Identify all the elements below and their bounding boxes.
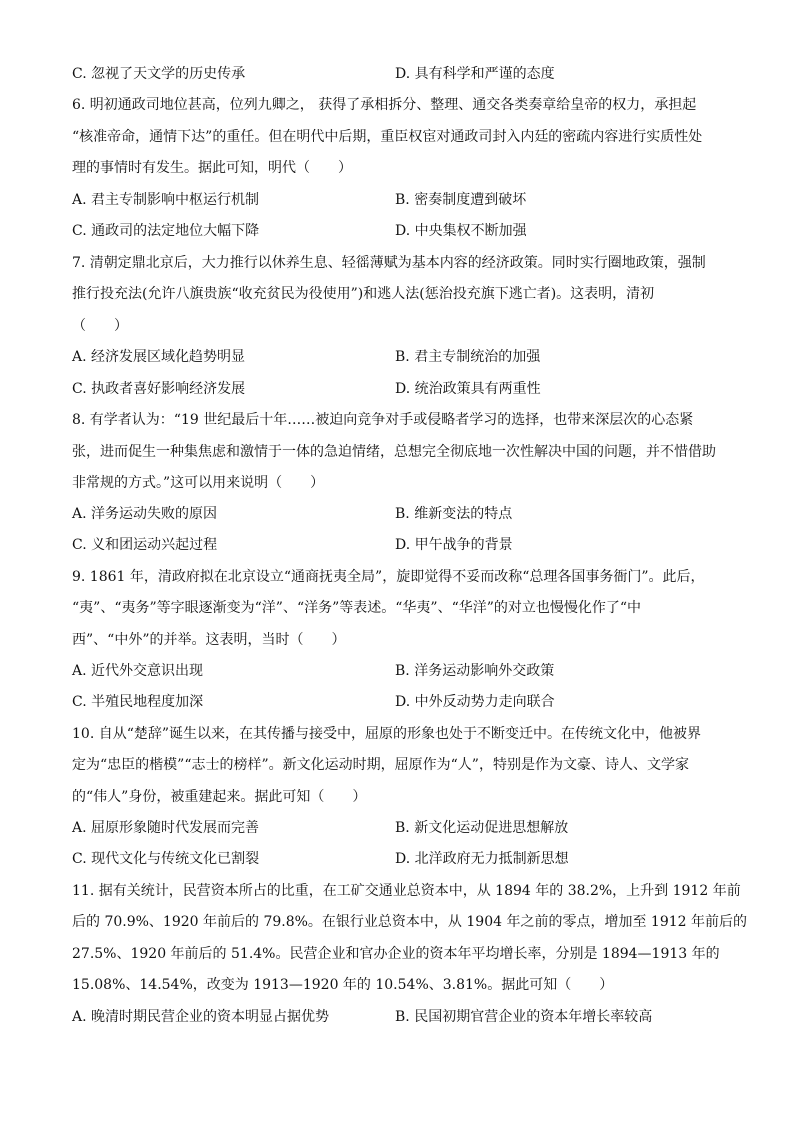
q9-stem-line-1: 9. 1861 年，清政府拟在北京设立“通商抚夷全局”，旋即觉得不妥而改称“总理各国事务衙门”。此后，	[72, 569, 705, 585]
q10-option-a: A. 屈原形象随时代发展而完善	[72, 820, 260, 836]
q7-stem-line-3: （ ）	[72, 318, 128, 334]
q10-stem-line-1: 10. 自从“楚辞”诞生以来，在其传播与接受中，屈原的形象也处于不断变迁中。在传统文化中，他被界	[72, 726, 702, 742]
q6-option-c: C. 通政司的法定地位大幅下降	[72, 223, 260, 239]
q6-option-b: B. 密奏制度遭到破坏	[395, 192, 527, 208]
q11-stem-line-1: 11. 据有关统计，民营资本所占的比重，在工矿交通业总资本中，从 1894 年的 38.2%，上升到 1912 年前	[72, 883, 741, 899]
q7-option-b: B. 君主专制统治的加强	[395, 349, 541, 365]
q8-options-cd	[72, 535, 722, 555]
q7-option-d: D. 统治政策具有两重性	[395, 381, 541, 397]
q9-option-b: B. 洋务运动影响外交政策	[395, 663, 555, 679]
q8-stem-line-1: 8. 有学者认为：“19 世纪最后十年……被迫向竞争对手或侵略者学习的选择，也带来深层次的心态紧	[72, 412, 694, 428]
q8-stem-line-3: 非常规的方式。”这可以用来说明（ ）	[72, 475, 325, 491]
q7-options-ab	[72, 347, 722, 367]
q11-stem-line-2: 后的 70.9%、1920 年前后的 79.8%。在银行业总资本中，从 1904 年之前的零点，增加至 1912 年前后的	[72, 914, 747, 930]
q10-stem-line-3: 的“伟人”身份，被重建起来。据此可知（ ）	[72, 789, 367, 805]
q10-options-cd	[72, 849, 722, 869]
q8-stem-line-2: 张，进而促生一种集焦虑和激情于一体的急迫情绪，总想完全彻底地一次性解决中国的问题，并不惜借助	[72, 444, 716, 460]
q11-stem-line-4: 15.08%、14.54%，改变为 1913—1920 年的 10.54%、3.81%。据此可知（ ）	[72, 977, 614, 993]
q9-option-c: C. 半殖民地程度加深	[72, 694, 204, 710]
q11-options-ab	[72, 1007, 722, 1027]
q9-option-d: D. 中外反动势力走向联合	[395, 694, 555, 710]
q10-option-d: D. 北洋政府无力抵制新思想	[395, 851, 569, 867]
q8-option-a: A. 洋务运动失败的原因	[72, 506, 218, 522]
q6-options-ab	[72, 190, 722, 210]
q8-option-d: D. 甲午战争的背景	[395, 537, 513, 553]
q11-stem-line-3: 27.5%、1920 年前后的 51.4%。民营企业和官办企业的资本年平均增长率，分别是 1894—1913 年的	[72, 946, 720, 962]
q6-options-cd	[72, 221, 722, 241]
q6-stem-line-2: “核准帝命，通情下达”的重任。但在明代中后期，重臣权宦对通政司封入内廷的密疏内容进行实质性处	[72, 129, 703, 145]
q7-option-c: C. 执政者喜好影响经济发展	[72, 381, 246, 397]
q9-options-ab	[72, 661, 722, 681]
q7-stem-line-1: 7. 清朝定鼎北京后，大力推行以休养生息、轻徭薄赋为基本内容的经济政策。同时实行圈地政策，强制	[72, 255, 706, 271]
q8-option-c: C. 义和团运动兴起过程	[72, 537, 218, 553]
q7-options-cd	[72, 379, 722, 399]
q7-option-a: A. 经济发展区域化趋势明显	[72, 349, 246, 365]
q6-stem-line-3: 理的事情时有发生。据此可知，明代（ ）	[72, 160, 352, 176]
q9-options-cd	[72, 692, 722, 712]
q10-stem-line-2: 定为“忠臣的楷模”“志士的榜样”。新文化运动时期，屈原作为“人”，特别是作为文豪、诗人、文学家	[72, 757, 689, 773]
q10-options-ab	[72, 818, 722, 838]
q9-stem-line-3: 西”、“中外”的并举。这表明，当时（ ）	[72, 632, 346, 648]
q6-stem-line-1: 6. 明初通政司地位甚高，位列九卿之， 获得了承相拆分、整理、通交各类奏章给皇帝的权力，承担起	[72, 97, 697, 113]
q11-option-a: A. 晚清时期民营企业的资本明显占据优势	[72, 1009, 330, 1025]
q8-option-b: B. 维新变法的特点	[395, 506, 513, 522]
q5-option-d: D. 具有科学和严谨的态度	[395, 66, 555, 82]
q9-option-a: A. 近代外交意识出现	[72, 663, 204, 679]
q11-option-b: B. 民国初期官营企业的资本年增长率较高	[395, 1009, 653, 1025]
q10-option-b: B. 新文化运动促进思想解放	[395, 820, 569, 836]
q5-options-cd	[72, 64, 722, 84]
q6-option-a: A. 君主专制影响中枢运行机制	[72, 192, 260, 208]
q10-option-c: C. 现代文化与传统文化已割裂	[72, 851, 260, 867]
q9-stem-line-2: “夷”、“夷务”等字眼逐渐变为“洋”、“洋务”等表述。“华夷”、“华洋”的对立也慢慢化作了“中	[72, 600, 642, 616]
q6-option-d: D. 中央集权不断加强	[395, 223, 527, 239]
q5-option-c: C. 忽视了天文学的历史传承	[72, 66, 246, 82]
q8-options-ab	[72, 504, 722, 524]
q7-stem-line-2: 推行投充法(允许八旗贵族“收充贫民为役使用”)和逃人法(惩治投充旗下逃亡者)。这表明，清初	[72, 286, 655, 302]
